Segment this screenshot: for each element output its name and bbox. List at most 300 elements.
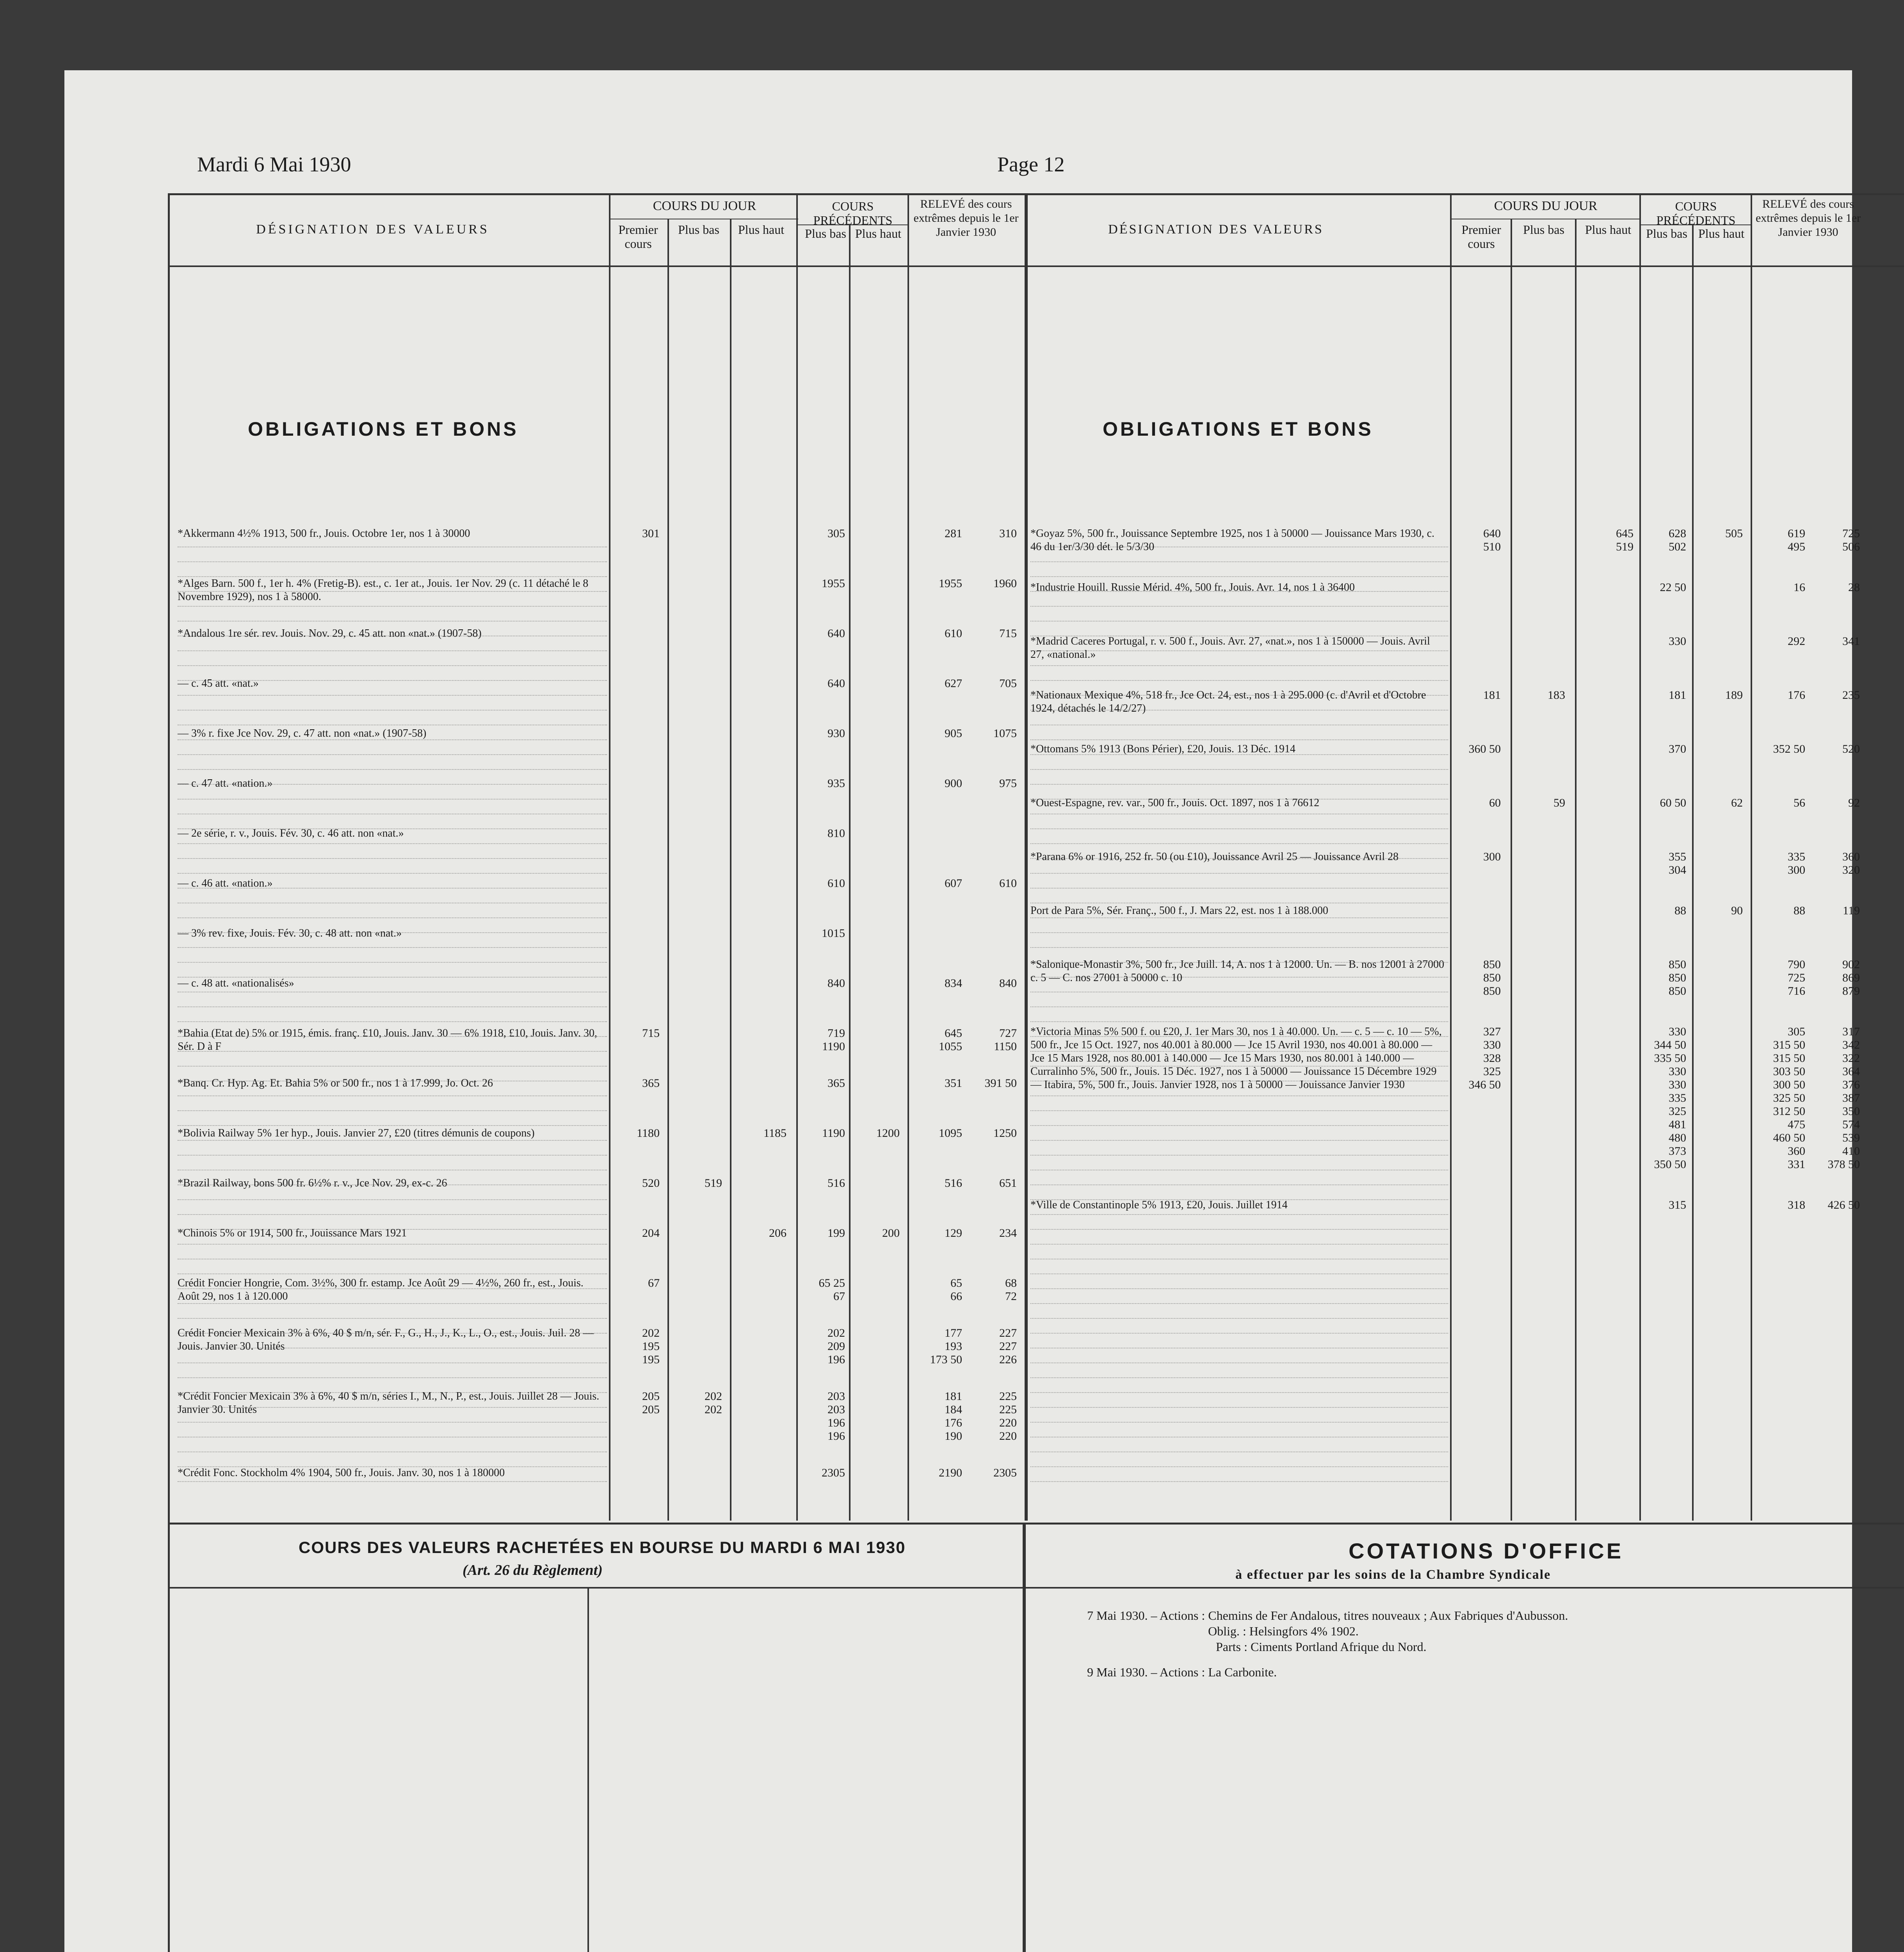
obligation-value: 59 [1553,796,1565,809]
dotted-leader [178,873,607,874]
obligation-value: 220 [999,1416,1017,1429]
obligation-value: 331 [1788,1158,1805,1171]
dotted-leader [1030,1140,1448,1141]
obligation-value: 810 [827,827,845,840]
obligation-name: *Banq. Cr. Hyp. Ag. Et. Bahia 5% or 500 fr., nos 1 à 17.999, Jo. Oct. 26 [178,1077,493,1089]
obligation-name: *Ville de Constantinople 5% 1913, £20, Jouis. Juillet 1914 [1030,1199,1288,1211]
obligation-value: 315 50 [1773,1038,1805,1051]
obligation-value: 850 [1483,958,1501,971]
dotted-leader [1030,1481,1448,1482]
obligation-value: 350 [1842,1105,1860,1118]
obligation-value: 67 [648,1277,660,1289]
obligation-value: 519 [1616,540,1634,553]
dotted-leader [1030,1244,1448,1245]
obligation-value: 312 50 [1773,1105,1805,1118]
obligation-name: *Bolivia Railway 5% 1er hyp., Jouis. Janvier 27, £20 (titres démunis de coupons) [178,1127,535,1139]
dotted-leader [178,784,607,785]
obligation-value: 325 50 [1773,1092,1805,1104]
dotted-leader [178,695,607,696]
obligation-value: 355 [1669,850,1686,863]
obligation-value: 850 [1669,971,1686,984]
obligation-value: 196 [827,1430,845,1443]
dotted-leader [178,1392,607,1393]
obligation-name: — 3% r. fixe Jce Nov. 29, c. 47 att. non «nat.» (1907-58) [178,727,427,739]
dotted-leader [1030,1155,1448,1156]
dotted-leader [1030,1288,1448,1289]
obligation-name: — c. 46 att. «nation.» [178,877,273,889]
dotted-leader [1030,606,1448,607]
obligation-value: 335 [1788,850,1805,863]
obligation-value: 905 [945,727,962,740]
obligation-value: 364 [1842,1065,1860,1078]
obligation-value: 220 [999,1430,1017,1443]
obligation-value: 300 [1483,850,1501,863]
dotted-leader [178,1110,607,1111]
obligation-value: 328 [1483,1052,1501,1065]
obligation-value: 88 [1794,904,1805,917]
dotted-leader [178,799,607,800]
obligation-name: *Akkermann 4½% 1913, 500 fr., Jouis. Octobre 1er, nos 1 à 30000 [178,527,470,540]
obligation-value: 1200 [876,1127,900,1140]
obligation-value: 119 [1843,904,1860,917]
obligation-name: *Salonique-Monastir 3%, 500 fr., Jce Juill. 14, A. nos 1 à 12000. Un. — B. nos 12001 à 27000 c. 5 — C. nos 27001 à 50000 c. 10 [1030,958,1445,984]
dotted-leader [178,1095,607,1096]
obligation-value: 900 [945,777,962,790]
dotted-leader [178,769,607,770]
dotted-leader [1030,1006,1448,1007]
obligation-value: 619 [1788,527,1805,540]
obligation-value: 184 [945,1403,962,1416]
dotted-leader [178,680,607,681]
obligation-value: 727 [999,1027,1017,1040]
obligation-value: 72 [1005,1290,1017,1303]
cotations-line-2: Oblig. : Helsingfors 4% 1902. [1208,1624,1359,1638]
obligation-value: 318 [1788,1199,1805,1211]
obligation-name: *Parana 6% or 1916, 252 fr. 50 (ou £10), Jouissance Avril 25 — Jouissance Avril 28 [1030,851,1399,863]
obligation-value: 725 [1842,527,1860,540]
obligation-value: 225 [999,1403,1017,1416]
obligation-value: 234 [999,1227,1017,1240]
obligation-value: 376 [1842,1078,1860,1091]
dotted-leader [178,1021,607,1022]
obligation-value: 475 [1788,1118,1805,1131]
obligation-value: 202 [705,1403,722,1416]
dotted-leader [1030,1407,1448,1408]
dotted-leader [178,1377,607,1378]
obligation-value: 574 [1842,1118,1860,1131]
cotations-line-3: Parts : Ciments Portland Afrique du Nord. [1216,1640,1427,1654]
obligation-value: 516 [945,1177,962,1190]
obligation-value: 65 25 [819,1277,845,1289]
dotted-leader [1030,1125,1448,1126]
dotted-leader [178,977,607,978]
obligation-value: 350 50 [1654,1158,1686,1171]
obligation-value: 92 [1848,796,1860,809]
dotted-leader [178,561,607,562]
obligation-value: 879 [1842,985,1860,997]
dotted-leader [178,888,607,889]
obligation-value: 341 [1842,635,1860,648]
obligation-value: 840 [999,977,1017,990]
obligation-value: 715 [999,627,1017,640]
col-designation-left: DÉSIGNATION DES VALEURS [256,222,489,237]
obligation-value: 66 [950,1290,962,1303]
obligation-value: 607 [945,877,962,890]
obligation-value: 16 [1794,581,1805,594]
obligation-name: — 2e série, r. v., Jouis. Fév. 30, c. 46 att. non «nat.» [178,827,404,839]
dotted-leader [178,650,607,651]
obligation-value: 317 [1842,1025,1860,1038]
dotted-leader [1030,932,1448,933]
obligation-value: 645 [945,1027,962,1040]
obligation-value: 902 [1842,958,1860,971]
obligation-name: Port de Para 5%, Sér. Franç., 500 f., J. Mars 22, est. nos 1 à 188.000 [1030,905,1328,917]
obligation-value: 850 [1483,985,1501,997]
obligation-value: 610 [999,877,1017,890]
obligation-name: *Brazil Railway, bons 500 fr. 6½% r. v., Jce Nov. 29, ex-c. 26 [178,1177,447,1189]
obligation-value: 2305 [993,1466,1017,1479]
obligation-value: 56 [1794,796,1805,809]
obligation-value: 62 [1731,796,1743,809]
obligation-value: 516 [827,1177,845,1190]
newspaper-page: Mardi 6 Mai 1930 Page 12 DÉSIGNATION DES VALEURS COURS DU JOUR Premier cours Plus bas Plus haut COURS PRÉCÉDENTS Plus bas Plus haut RELEVÉ des cours extrêmes depuis le 1er Janvier 1930 DÉSIGNATION DES VALEURS COURS DU JOUR Premier cours Plus bas Plus haut COURS PRÉCÉDENTS Plus bas Plus haut RELEVÉ des cours extrêmes depuis le 1er Janvier 1930 OBLIGATIONS ET BONS OBLIGATIONS ET BONS *Akkermann 4½% 1913, 500 fr., Jouis. Octobre 1er, nos 1 à 30000 301 305 281 310 *Alges Barn. 500 f., 1er h. 4% (Fretig-B). est., c. 1er at., Jouis. 1er Nov. 29 (c. 11 détaché le 8 Novembre 1929), nos 1 à 58000. 1955 1955 1960 *Andalous 1re sér. rev. Jouis. Nov. 29, c. 45 att. non «nat.» (1907-58) 640 610 715 — c. 45 att. «nat.» 640 627 705 — 3% r. fixe Jce Nov. 29, c. 47 att. non «nat.» (1907-58) 930 905 1075 — c. 47 att. «nation.» 935 900 975 — 2e série, r. v., Jouis. Fév. 30, c. 46 att. non «nat.» 810 — c. 46 att. «nation.» 610 607 610 — 3% rev. fixe, Jouis. Fév. 30, c. 48 att. non «nat.» 1015 — c. 48 att. «nationalisés» 840 834 840 *Bahia (Etat de) 5% or 1915, émis. franç. £10, Jouis. Janv. 30 — 6% 1918, £10, Jouis. Janv. 30, Sér. D à F 715 719 1190 645 1055 727 1150 *Banq. Cr. Hyp. Ag. Et. Bahia 5% or 500 fr., nos 1 à 17.999, Jo. Oct. 26 365 365 351 391 50 *Bolivia Railway 5% 1er hyp., Jouis. Janvier 27, £20 (titres démunis de coupons) 1180 1185 1190 1200 1095 1250 *Brazil Railway, bons 500 fr. 6½% r. v., Jce Nov. 29, ex-c. 26 520 519 516 516 651 *Chinois 5% or 1914, 500 fr., Jouissance Mars 1921 204 206 199 200 129 234 Crédit Foncier Hongrie, Com. 3½%, 300 fr. estamp. Jce Août 29 — 4½%, 260 fr., est., Jouis. Août 29, nos 1 à 120.000 67 65 25 67 65 66 68 72 Crédit Foncier Mexicain 3% à 6%, 40 $ m/n, sér. F., G., H., J., K., L., O., est., Jouis. Juil. 28 — Jouis. Janvier 30. Unités 202 195 195 202 209 196 177 193 173 50 227 227 226 *Crédit Foncier Mexicain 3% à 6%, 40 $ m/n, séries I., M., N., P., est., Jouis. Juillet 28 — Jouis. Janvier 30. Unités 205 205 202 202 203 203 196 196 181 184 176 190 225 225 220 220 *Crédit Fonc. Stockholm 4% 1904, 500 fr., Jouis. Janv. 30, nos 1 à 180000 2305 2190 2305 *Goyaz 5%, 500 fr., Jouissance Septembre 1925, nos 1 à 50000 — Jouissance Mars 1930, c. 46 du 1er/3/30 dét. le 5/3/30 640 510 645 519 628 502 505 619 495 725 506 *Industrie Houill. Russie Mérid. 4%, 500 fr., Jouis. Avr. 14, nos 1 à 36400 22 50 16 28 *Madrid Caceres Portugal, r. v. 500 f., Jouis. Avr. 27, «nat.», nos 1 à 150000 — Jouis. Avril 27, «national.» 330 292 341 *Nationaux Mexique 4%, 518 fr., Jce Oct. 24, est., nos 1 à 295.000 (c. d'Avril et d'Octobre 1924, détachés le 14/2/27) 181 183 181 189 176 235 *Ottomans 5% 1913 (Bons Périer), £20, Jouis. 13 Déc. 1914 360 50 370 352 50 520 *Ouest-Espagne, rev. var., 500 fr., Jouis. Oct. 1897, nos 1 à 76612 60 59 60 50 62 56 92 *Parana 6% or 1916, 252 fr. 50 (ou £10), Jouissance Avril 25 — Jouissance Avril 28 300 355 304 335 300 360 320 Port de Para 5%, Sér. Franç., 500 f., J. Mars 22, est. nos 1 à 188.000 88 90 88 119 *Salonique-Monastir 3%, 500 fr., Jce Juill. 14, A. nos 1 à 12000. Un. — B. nos 12001 à 27000 c. 5 — C. nos 27001 à 50000 c. 10 850 850 850 850 850 850 790 725 716 902 869 879 *Victoria Minas 5% 500 f. ou £20, J. 1er Mars 30, nos 1 à 40.000. Un. — c. 5 — c. 10 — 5%, 500 fr., Jce 15 Oct. 1927, nos 40.001 à 80.000 — Jce 15 Avril 1930, nos 40.001 à 80.000 — Jce 15 Mars 1928, nos 80.001 à 140.000 — Jce 15 Mars 1930, nos 80.001 à 140.000 — Curralinho 5%, 500 fr., Jouis. 15 Déc. 1927, nos 1 à 50000 — Jouissance 15 Décembre 1929 — Itabira, 5%, 500 fr., Jouis. Janvier 1928, nos 1 à 50000 — Jouissance Janvier 1930 327 330 328 325 346 50 330 344 50 335 50 330 330 335 325 481 480 373 350 50 305 315 50 315 50 303 50 300 50 325 50 312 50 475 460 50 360 331 317 342 322 364 376 387 350 574 539 410 378 50 *Ville de Constantinople 5% 1913, £20, Jouis. Juillet 1914 315 318 426 50 COURS DES VALEURS RACHETÉES EN BOURSE DU MARDI 6 MAI 1930 (Art. 26 du Règlement) COTATIONS D'OFFICE à effectuer par les soins de la Chambre Syndicale 7 Mai 1930. – Actions : Chemins de Fer Andalous, titres nouveaux ; Aux Fabriques d'Aubusson. Oblig. : Helsingfors 4% 1902. Parts : Ciments Portland Afrique du Nord. 9 Mai 1930. – Actions : La Carbonite. [64,70,1852,1952]
obligation-name: *Victoria Minas 5% 500 f. ou £20, J. 1er Mars 30, nos 1 à 40.000. Un. — c. 5 — c. 10 — 5%, 500 fr., Jce 15 Oct. 1927, nos 40.001 à 80.000 — Jce 15 Avril 1930, nos 40.001 à 80.000 — Jce 15 Mars 1928, nos 80.001 à 140.000 — Jce 15 Mars 1930, nos 80.001 à 140.000 — Curralinho 5%, 500 fr., Jouis. 15 Déc. 1927, nos 1 à 50000 — Jouissance 15 Décembre 1929 — Itabira, 5%, 500 fr., Jouis. Janvier 1928, nos 1 à 50000 — Jouissance Janvier 1930 [1030,1026,1442,1091]
obligation-value: 506 [1842,540,1860,553]
obligation-value: 519 [705,1177,722,1190]
dotted-leader [178,1229,607,1230]
obligation-value: 1015 [822,927,845,940]
dotted-leader [1030,561,1448,562]
col-cours-jour-left: COURS DU JOUR [653,199,756,213]
obligation-value: 1190 [822,1040,845,1053]
obligation-value: 850 [1483,971,1501,984]
obligation-value: 67 [833,1290,845,1303]
dotted-leader [1030,1273,1448,1274]
obligation-value: 60 50 [1660,796,1686,809]
obligation-value: 651 [999,1177,1017,1190]
obligation-value: 281 [945,527,962,540]
obligation-name: — c. 45 att. «nat.» [178,677,259,689]
obligation-name: *Goyaz 5%, 500 fr., Jouissance Septembre 1925, nos 1 à 50000 — Jouissance Mars 1930, c. 46 du 1er/3/30 dét. le 5/3/30 [1030,527,1435,553]
cotations-line-1: 7 Mai 1930. – Actions : Chemins de Fer Andalous, titres nouveaux ; Aux Fabriques d'Aubusson. [1087,1608,1568,1623]
dotted-leader [1030,1021,1448,1022]
obligation-value: 301 [642,527,660,540]
obligation-name: *Nationaux Mexique 4%, 518 fr., Jce Oct. 24, est., nos 1 à 295.000 (c. d'Avril et d'Octobre 1924, détachés le 14/2/27) [1030,689,1426,714]
dotted-leader [1030,843,1448,844]
obligation-value: 834 [945,977,962,990]
cotations-subtitle: à effectuer par les soins de la Chambre Syndicale [1235,1567,1551,1582]
dotted-leader [1030,739,1448,740]
obligation-value: 176 [1788,689,1805,702]
page-number: Page 12 [997,153,1065,176]
obligation-value: 373 [1669,1145,1686,1158]
obligation-value: 28 [1848,581,1860,594]
dotted-leader [1030,1110,1448,1111]
obligation-name: Crédit Foncier Mexicain 3% à 6%, 40 $ m/n, sér. F., G., H., J., K., L., O., est., Jouis. Juil. 28 — Jouis. Janvier 30. Unités [178,1327,594,1352]
obligation-value: 325 [1483,1065,1501,1078]
obligation-value: 1190 [822,1127,845,1140]
obligation-value: 327 [1483,1025,1501,1038]
obligation-value: 1055 [939,1040,962,1053]
obligation-name: *Ouest-Espagne, rev. var., 500 fr., Jouis. Oct. 1897, nos 1 à 76612 [1030,797,1320,809]
obligation-value: 304 [1669,864,1686,876]
obligation-value: 204 [642,1227,660,1240]
dotted-leader [178,1214,607,1215]
obligation-value: 330 [1669,635,1686,648]
obligation-value: 183 [1548,689,1565,702]
dotted-leader [1030,665,1448,666]
obligation-value: 840 [827,977,845,990]
obligation-value: 1960 [993,577,1017,590]
dotted-leader [1030,1392,1448,1393]
dotted-leader [1030,828,1448,829]
obligation-value: 235 [1842,689,1860,702]
obligation-name: *Andalous 1re sér. rev. Jouis. Nov. 29, c. 45 att. non «nat.» (1907-58) [178,627,482,639]
col-designation-right: DÉSIGNATION DES VALEURS [1108,222,1324,237]
obligation-value: 205 [642,1403,660,1416]
obligation-value: 640 [827,677,845,690]
dotted-leader [178,932,607,933]
obligation-value: 1180 [637,1127,660,1140]
obligation-value: 715 [642,1027,660,1040]
obligations-title-right: OBLIGATIONS ET BONS [1103,418,1374,440]
obligation-value: 189 [1725,689,1743,702]
obligation-name: *Chinois 5% or 1914, 500 fr., Jouissance Mars 1921 [178,1227,407,1239]
obligation-value: 305 [1788,1025,1805,1038]
dotted-leader [178,1288,607,1289]
obligation-value: 719 [827,1027,845,1040]
obligation-value: 310 [999,527,1017,540]
obligation-value: 344 50 [1654,1038,1686,1051]
dotted-leader [1030,769,1448,770]
dotted-leader [178,1125,607,1126]
obligation-value: 410 [1842,1145,1860,1158]
dotted-leader [1030,873,1448,874]
obligation-value: 790 [1788,958,1805,971]
obligation-value: 22 50 [1660,581,1686,594]
obligation-value: 460 50 [1773,1131,1805,1144]
obligation-value: 1955 [939,577,962,590]
obligation-value: 225 [999,1390,1017,1403]
obligation-value: 330 [1669,1078,1686,1091]
col-cours-prec-left: COURS PRÉCÉDENTS [813,199,893,227]
obligation-value: 196 [827,1416,845,1429]
obligation-value: 387 [1842,1092,1860,1104]
dotted-leader [178,621,607,622]
obligation-value: 335 50 [1654,1052,1686,1065]
obligation-value: 930 [827,727,845,740]
obligation-value: 1185 [763,1127,787,1140]
obligation-value: 1095 [939,1127,962,1140]
obligation-value: 206 [769,1227,787,1240]
obligation-value: 869 [1842,971,1860,984]
obligation-value: 1955 [822,577,845,590]
dotted-leader [178,591,607,592]
obligation-value: 90 [1731,904,1743,917]
obligation-value: 705 [999,677,1017,690]
rachetees-title: COURS DES VALEURS RACHETÉES EN BOURSE DU MARDI 6 MAI 1930 [299,1538,906,1557]
dotted-leader [178,606,607,607]
obligation-value: 480 [1669,1131,1686,1144]
obligation-value: 209 [827,1340,845,1353]
dotted-leader [1030,1422,1448,1423]
col-cours-jour-right: COURS DU JOUR [1494,199,1598,213]
obligation-value: 68 [1005,1277,1017,1289]
obligation-name: *Bahia (Etat de) 5% or 1915, émis. franç. £10, Jouis. Janv. 30 — 6% 1918, £10, Jouis. Janv. 30, Sér. D à F [178,1027,597,1053]
dotted-leader [178,754,607,755]
obligation-value: 193 [945,1340,962,1353]
obligation-value: 346 50 [1468,1078,1501,1091]
obligation-value: 510 [1483,540,1501,553]
obligation-value: 60 [1489,796,1501,809]
dotted-leader [1030,1377,1448,1378]
obligation-value: 725 [1788,971,1805,984]
dotted-leader [178,1006,607,1007]
col-releve-right: RELEVÉ des cours extrêmes depuis le 1er Janvier 1930 [1755,198,1861,239]
obligation-name: *Crédit Foncier Mexicain 3% à 6%, 40 $ m/n, séries I., M., N., P., est., Jouis. Juillet 28 — Jouis. Janvier 30. Unités [178,1390,600,1416]
dotted-leader [178,1407,607,1408]
dotted-leader [178,1244,607,1245]
obligation-value: 300 [1788,864,1805,876]
obligation-value: 173 50 [930,1353,962,1366]
obligation-value: 325 [1669,1105,1686,1118]
obligation-name: Crédit Foncier Hongrie, Com. 3½%, 300 fr. estamp. Jce Août 29 — 4½%, 260 fr., est., Jouis. Août 29, nos 1 à 120.000 [178,1277,584,1302]
dotted-leader [178,1422,607,1423]
obligation-value: 360 [1842,850,1860,863]
dotted-leader [178,665,607,666]
dotted-leader [1030,784,1448,785]
dotted-leader [178,1140,607,1141]
obligation-value: 203 [827,1390,845,1403]
dotted-leader [1030,621,1448,622]
obligation-value: 227 [999,1340,1017,1353]
dotted-leader [1030,1229,1448,1230]
obligation-value: 190 [945,1430,962,1443]
dotted-leader [178,1036,607,1037]
dotted-leader [178,739,607,740]
obligation-name: — c. 48 att. «nationalisés» [178,977,294,989]
obligation-value: 2190 [939,1466,962,1479]
obligation-value: 645 [1616,527,1634,540]
obligation-value: 935 [827,777,845,790]
obligation-value: 505 [1725,527,1743,540]
obligation-value: 1250 [993,1127,1017,1140]
dotted-leader [1030,1318,1448,1319]
obligation-value: 322 [1842,1052,1860,1065]
obligation-value: 975 [999,777,1017,790]
obligation-value: 1075 [993,727,1017,740]
obligation-name: *Industrie Houill. Russie Mérid. 4%, 500 fr., Jouis. Avr. 14, nos 1 à 36400 [1030,581,1355,593]
col-releve-left: RELEVÉ des cours extrêmes depuis le 1er Janvier 1930 [913,198,1019,239]
obligation-value: 199 [827,1227,845,1240]
obligation-value: 495 [1788,540,1805,553]
dotted-leader [178,917,607,918]
dotted-leader [1030,947,1448,948]
obligations-title-left: OBLIGATIONS ET BONS [248,418,519,440]
rachetees-subtitle: (Art. 26 du Règlement) [463,1562,603,1578]
obligation-value: 181 [1483,689,1501,702]
obligation-value: 351 [945,1077,962,1090]
obligation-value: 202 [642,1327,660,1339]
cotations-line-4: 9 Mai 1930. – Actions : La Carbonite. [1087,1665,1277,1679]
obligation-value: 481 [1669,1118,1686,1131]
dotted-leader [1030,1333,1448,1334]
obligation-value: 195 [642,1340,660,1353]
dotted-leader [178,1066,607,1067]
obligation-value: 305 [827,527,845,540]
obligation-value: 716 [1788,985,1805,997]
obligation-value: 520 [642,1177,660,1190]
dotted-leader [178,710,607,711]
obligation-value: 1150 [994,1040,1017,1053]
obligation-value: 640 [827,627,845,640]
obligation-name: *Madrid Caceres Portugal, r. v. 500 f., Jouis. Avr. 27, «nat.», nos 1 à 150000 — Jouis. Avril 27, «national.» [1030,635,1430,661]
obligation-value: 181 [1669,689,1686,702]
obligation-value: 320 [1842,864,1860,876]
dotted-leader [178,1466,607,1467]
obligation-value: 850 [1669,985,1686,997]
obligation-name: — 3% rev. fixe, Jouis. Fév. 30, c. 48 att. non «nat.» [178,927,402,939]
dotted-leader [1030,1466,1448,1467]
obligation-value: 65 [950,1277,962,1289]
dotted-leader [1030,1303,1448,1304]
dotted-leader [178,1155,607,1156]
obligation-value: 610 [945,627,962,640]
page-date: Mardi 6 Mai 1930 [197,153,351,176]
obligation-value: 391 50 [984,1077,1017,1090]
dotted-leader [178,576,607,577]
dotted-leader [178,843,607,844]
obligation-value: 330 [1669,1065,1686,1078]
obligation-value: 200 [882,1227,900,1240]
dotted-leader [178,1362,607,1363]
obligation-value: 203 [827,1403,845,1416]
obligation-value: 195 [642,1353,660,1366]
obligation-value: 330 [1483,1038,1501,1051]
obligation-name: — c. 47 att. «nation.» [178,777,273,789]
dotted-leader [178,1273,607,1274]
obligation-value: 181 [945,1390,962,1403]
obligation-value: 2305 [822,1466,845,1479]
obligation-value: 202 [827,1327,845,1339]
dotted-leader [1030,680,1448,681]
obligation-value: 628 [1669,527,1686,540]
obligation-value: 370 [1669,743,1686,755]
dotted-leader [1030,576,1448,577]
obligation-value: 177 [945,1327,962,1339]
obligation-value: 88 [1674,904,1686,917]
obligation-value: 205 [642,1390,660,1403]
obligation-value: 129 [945,1227,962,1240]
obligation-name: *Crédit Fonc. Stockholm 4% 1904, 500 fr., Jouis. Janv. 30, nos 1 à 180000 [178,1467,505,1479]
dotted-leader [1030,1214,1448,1215]
col-cours-prec-right: COURS PRÉCÉDENTS [1656,199,1736,227]
obligation-value: 176 [945,1416,962,1429]
obligation-value: 360 [1788,1145,1805,1158]
obligation-value: 315 50 [1773,1052,1805,1065]
obligation-value: 365 [827,1077,845,1090]
obligation-value: 610 [827,877,845,890]
dotted-leader [178,947,607,948]
obligation-value: 300 50 [1773,1078,1805,1091]
dotted-leader [1030,1184,1448,1185]
obligation-name: *Alges Barn. 500 f., 1er h. 4% (Fretig-B). est., c. 1er at., Jouis. 1er Nov. 29 (c. 11 détaché le 8 Novembre 1929), nos 1 à 58000. [178,577,589,603]
obligation-value: 520 [1842,743,1860,755]
dotted-leader [178,1184,607,1185]
obligation-value: 227 [999,1327,1017,1339]
dotted-leader [178,1318,607,1319]
obligation-value: 850 [1669,958,1686,971]
